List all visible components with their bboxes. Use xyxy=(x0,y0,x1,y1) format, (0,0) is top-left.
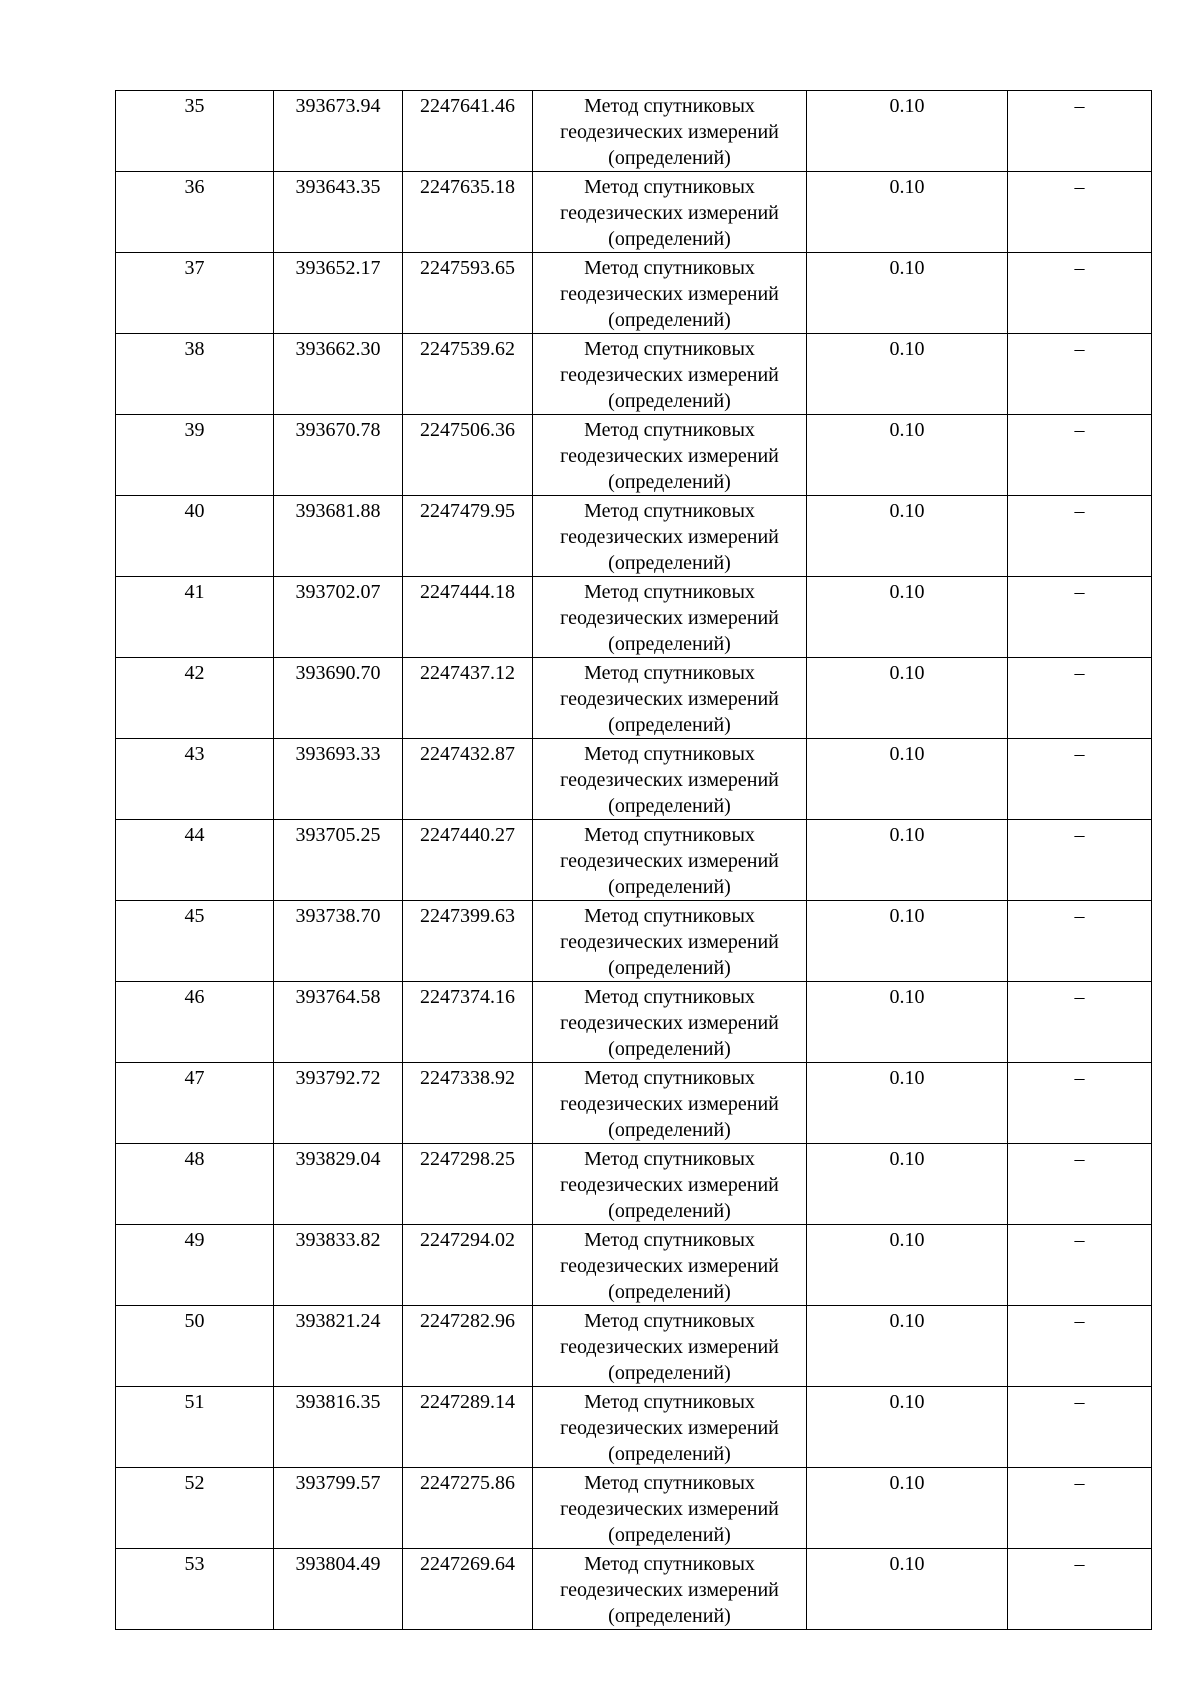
table-row xyxy=(116,253,1152,334)
point-number-cell: 48 xyxy=(116,1144,274,1225)
description-cell: – xyxy=(1008,253,1152,334)
table-row xyxy=(116,739,1152,820)
accuracy-cell: 0.10 xyxy=(807,1144,1008,1225)
description-cell: – xyxy=(1008,577,1152,658)
table-row xyxy=(116,334,1152,415)
description-cell: – xyxy=(1008,415,1152,496)
method-cell: Метод спутниковых геодезических измерений (определений) xyxy=(533,496,807,577)
x-coordinate-cell: 393702.07 xyxy=(274,577,403,658)
point-number-cell: 42 xyxy=(116,658,274,739)
table-row xyxy=(116,1468,1152,1549)
x-coordinate-cell: 393670.78 xyxy=(274,415,403,496)
method-cell: Метод спутниковых геодезических измерений (определений) xyxy=(533,172,807,253)
description-cell: – xyxy=(1008,1144,1152,1225)
point-number-cell: 41 xyxy=(116,577,274,658)
accuracy-cell: 0.10 xyxy=(807,1306,1008,1387)
table-row xyxy=(116,1387,1152,1468)
accuracy-cell: 0.10 xyxy=(807,1468,1008,1549)
accuracy-cell: 0.10 xyxy=(807,577,1008,658)
table-row xyxy=(116,901,1152,982)
method-cell: Метод спутниковых геодезических измерений (определений) xyxy=(533,1306,807,1387)
x-coordinate-cell: 393816.35 xyxy=(274,1387,403,1468)
description-cell: – xyxy=(1008,91,1152,172)
method-cell: Метод спутниковых геодезических измерений (определений) xyxy=(533,1549,807,1630)
y-coordinate-cell: 2247298.25 xyxy=(403,1144,533,1225)
description-cell: – xyxy=(1008,1225,1152,1306)
point-number-cell: 37 xyxy=(116,253,274,334)
table-row xyxy=(116,982,1152,1063)
point-number-cell: 45 xyxy=(116,901,274,982)
method-cell: Метод спутниковых геодезических измерений (определений) xyxy=(533,415,807,496)
accuracy-cell: 0.10 xyxy=(807,415,1008,496)
x-coordinate-cell: 393738.70 xyxy=(274,901,403,982)
description-cell: – xyxy=(1008,172,1152,253)
coordinates-table xyxy=(115,90,1152,1630)
y-coordinate-cell: 2247635.18 xyxy=(403,172,533,253)
y-coordinate-cell: 2247294.02 xyxy=(403,1225,533,1306)
method-cell: Метод спутниковых геодезических измерений (определений) xyxy=(533,820,807,901)
y-coordinate-cell: 2247440.27 xyxy=(403,820,533,901)
accuracy-cell: 0.10 xyxy=(807,253,1008,334)
y-coordinate-cell: 2247275.86 xyxy=(403,1468,533,1549)
x-coordinate-cell: 393833.82 xyxy=(274,1225,403,1306)
y-coordinate-cell: 2247479.95 xyxy=(403,496,533,577)
point-number-cell: 52 xyxy=(116,1468,274,1549)
table-row xyxy=(116,1306,1152,1387)
table-row xyxy=(116,1549,1152,1630)
y-coordinate-cell: 2247444.18 xyxy=(403,577,533,658)
y-coordinate-cell: 2247374.16 xyxy=(403,982,533,1063)
accuracy-cell: 0.10 xyxy=(807,1063,1008,1144)
method-cell: Метод спутниковых геодезических измерений (определений) xyxy=(533,1063,807,1144)
description-cell: – xyxy=(1008,820,1152,901)
y-coordinate-cell: 2247432.87 xyxy=(403,739,533,820)
x-coordinate-cell: 393643.35 xyxy=(274,172,403,253)
table-row xyxy=(116,1144,1152,1225)
table-body xyxy=(116,91,1152,1630)
method-cell: Метод спутниковых геодезических измерений (определений) xyxy=(533,1225,807,1306)
description-cell: – xyxy=(1008,334,1152,415)
method-cell: Метод спутниковых геодезических измерений (определений) xyxy=(533,577,807,658)
method-cell: Метод спутниковых геодезических измерений (определений) xyxy=(533,658,807,739)
point-number-cell: 44 xyxy=(116,820,274,901)
accuracy-cell: 0.10 xyxy=(807,91,1008,172)
method-cell: Метод спутниковых геодезических измерений (определений) xyxy=(533,739,807,820)
description-cell: – xyxy=(1008,1468,1152,1549)
accuracy-cell: 0.10 xyxy=(807,820,1008,901)
x-coordinate-cell: 393652.17 xyxy=(274,253,403,334)
method-cell: Метод спутниковых геодезических измерений (определений) xyxy=(533,1144,807,1225)
point-number-cell: 38 xyxy=(116,334,274,415)
table-row xyxy=(116,820,1152,901)
table-row xyxy=(116,658,1152,739)
method-cell: Метод спутниковых геодезических измерений (определений) xyxy=(533,901,807,982)
table-row xyxy=(116,91,1152,172)
y-coordinate-cell: 2247641.46 xyxy=(403,91,533,172)
x-coordinate-cell: 393821.24 xyxy=(274,1306,403,1387)
description-cell: – xyxy=(1008,1306,1152,1387)
point-number-cell: 36 xyxy=(116,172,274,253)
table-row xyxy=(116,415,1152,496)
x-coordinate-cell: 393792.72 xyxy=(274,1063,403,1144)
method-cell: Метод спутниковых геодезических измерений (определений) xyxy=(533,1387,807,1468)
point-number-cell: 49 xyxy=(116,1225,274,1306)
table-row xyxy=(116,1225,1152,1306)
table-row xyxy=(116,1063,1152,1144)
x-coordinate-cell: 393705.25 xyxy=(274,820,403,901)
y-coordinate-cell: 2247437.12 xyxy=(403,658,533,739)
method-cell: Метод спутниковых геодезических измерений (определений) xyxy=(533,982,807,1063)
x-coordinate-cell: 393799.57 xyxy=(274,1468,403,1549)
y-coordinate-cell: 2247539.62 xyxy=(403,334,533,415)
accuracy-cell: 0.10 xyxy=(807,334,1008,415)
accuracy-cell: 0.10 xyxy=(807,1225,1008,1306)
y-coordinate-cell: 2247593.65 xyxy=(403,253,533,334)
method-cell: Метод спутниковых геодезических измерений (определений) xyxy=(533,91,807,172)
point-number-cell: 47 xyxy=(116,1063,274,1144)
method-cell: Метод спутниковых геодезических измерений (определений) xyxy=(533,1468,807,1549)
accuracy-cell: 0.10 xyxy=(807,172,1008,253)
description-cell: – xyxy=(1008,496,1152,577)
description-cell: – xyxy=(1008,739,1152,820)
x-coordinate-cell: 393662.30 xyxy=(274,334,403,415)
y-coordinate-cell: 2247338.92 xyxy=(403,1063,533,1144)
description-cell: – xyxy=(1008,1063,1152,1144)
x-coordinate-cell: 393693.33 xyxy=(274,739,403,820)
method-cell: Метод спутниковых геодезических измерений (определений) xyxy=(533,334,807,415)
description-cell: – xyxy=(1008,1549,1152,1630)
point-number-cell: 39 xyxy=(116,415,274,496)
accuracy-cell: 0.10 xyxy=(807,739,1008,820)
accuracy-cell: 0.10 xyxy=(807,496,1008,577)
y-coordinate-cell: 2247289.14 xyxy=(403,1387,533,1468)
point-number-cell: 46 xyxy=(116,982,274,1063)
point-number-cell: 43 xyxy=(116,739,274,820)
accuracy-cell: 0.10 xyxy=(807,901,1008,982)
y-coordinate-cell: 2247399.63 xyxy=(403,901,533,982)
table-row xyxy=(116,496,1152,577)
accuracy-cell: 0.10 xyxy=(807,658,1008,739)
method-cell: Метод спутниковых геодезических измерений (определений) xyxy=(533,253,807,334)
y-coordinate-cell: 2247506.36 xyxy=(403,415,533,496)
description-cell: – xyxy=(1008,658,1152,739)
x-coordinate-cell: 393673.94 xyxy=(274,91,403,172)
description-cell: – xyxy=(1008,901,1152,982)
table-row xyxy=(116,172,1152,253)
x-coordinate-cell: 393829.04 xyxy=(274,1144,403,1225)
description-cell: – xyxy=(1008,1387,1152,1468)
y-coordinate-cell: 2247269.64 xyxy=(403,1549,533,1630)
point-number-cell: 35 xyxy=(116,91,274,172)
x-coordinate-cell: 393681.88 xyxy=(274,496,403,577)
point-number-cell: 53 xyxy=(116,1549,274,1630)
point-number-cell: 50 xyxy=(116,1306,274,1387)
x-coordinate-cell: 393804.49 xyxy=(274,1549,403,1630)
y-coordinate-cell: 2247282.96 xyxy=(403,1306,533,1387)
x-coordinate-cell: 393764.58 xyxy=(274,982,403,1063)
table-row xyxy=(116,577,1152,658)
accuracy-cell: 0.10 xyxy=(807,1549,1008,1630)
x-coordinate-cell: 393690.70 xyxy=(274,658,403,739)
point-number-cell: 40 xyxy=(116,496,274,577)
description-cell: – xyxy=(1008,982,1152,1063)
accuracy-cell: 0.10 xyxy=(807,982,1008,1063)
point-number-cell: 51 xyxy=(116,1387,274,1468)
accuracy-cell: 0.10 xyxy=(807,1387,1008,1468)
